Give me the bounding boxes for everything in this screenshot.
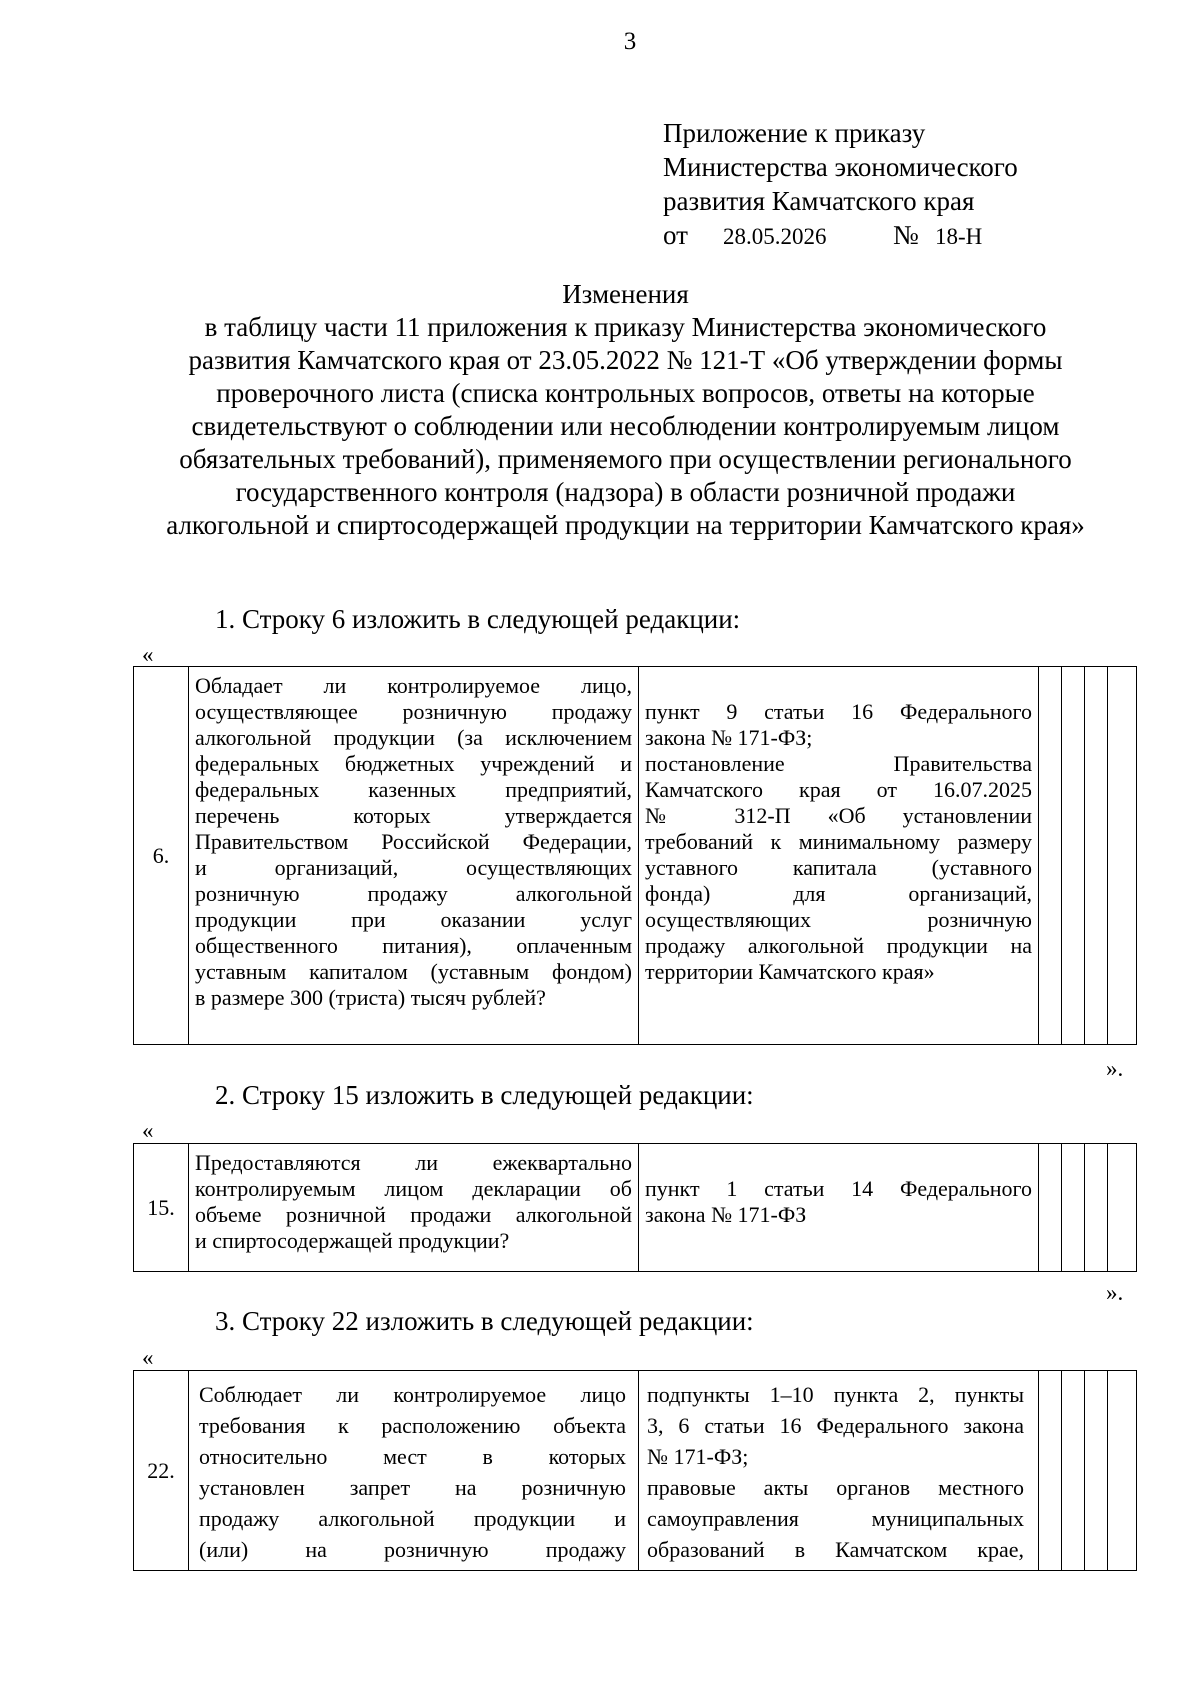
question-cell <box>189 1371 639 1571</box>
question-line: и спиртосодержащей продукции? <box>195 1228 510 1253</box>
check-cell <box>1108 667 1137 1045</box>
close-quote: ». <box>1106 1056 1124 1081</box>
law-line: закона № 171-ФЗ; <box>645 725 813 750</box>
law-line: требований к минимальному размеру <box>645 829 1032 854</box>
question-line: Предоставляются ли ежеквартально <box>195 1150 632 1175</box>
page-number: 3 <box>623 28 637 55</box>
question-line: объеме розничной продажи алкогольной <box>195 1202 632 1227</box>
question-line: Обладает ли контролируемое лицо, <box>195 673 632 698</box>
law-line: пункт 1 статьи 14 Федерального <box>645 1176 1032 1201</box>
question-line: контролируемым лицом декларации об <box>195 1176 632 1201</box>
title-line: развития Камчатского края от 23.05.2022 № 121-Т «Об утверждении формы <box>188 345 1063 375</box>
title-heading: Изменения <box>562 279 689 309</box>
row-22-table <box>133 1370 1137 1571</box>
check-cell <box>1039 1144 1062 1272</box>
row-number: 22. <box>134 1371 189 1571</box>
law-line: № 171-ФЗ; <box>647 1444 749 1469</box>
title-line: проверочного листа (списка контрольных вопросов, ответы на которые <box>216 378 1035 408</box>
check-cell <box>1062 1371 1085 1571</box>
law-line: образований в Камчатском крае, <box>647 1537 1024 1562</box>
row-number: 6. <box>134 667 189 1045</box>
row-6-table <box>133 666 1137 1045</box>
law-cell <box>639 1144 1039 1272</box>
check-cell <box>1085 1144 1108 1272</box>
check-cell <box>1108 1371 1137 1571</box>
question-line: осуществляющее розничную продажу <box>195 699 632 724</box>
law-line: продажу алкогольной продукции на <box>645 933 1032 958</box>
question-line: продажу алкогольной продукции и <box>199 1506 626 1531</box>
law-line: правовые акты органов местного <box>647 1475 1024 1500</box>
appendix-block <box>663 116 1018 254</box>
question-cell <box>189 1144 639 1272</box>
law-cell <box>639 667 1039 1045</box>
order-date: 28.05.2026 <box>723 224 827 249</box>
appendix-line-2: Министерства экономического <box>663 152 1018 182</box>
appendix-line-1: Приложение к приказу <box>663 118 926 148</box>
law-line: закона № 171-ФЗ <box>645 1202 807 1227</box>
question-line: относительно мест в которых <box>199 1444 626 1469</box>
title-line: обязательных требований), применяемого при осуществлении регионального <box>179 444 1072 474</box>
row-15-table <box>133 1143 1137 1272</box>
question-line: общественного питания), оплаченным <box>195 933 632 958</box>
question-line: перечень которых утверждается <box>195 803 632 828</box>
law-line: самоуправления муниципальных <box>647 1506 1024 1531</box>
question-line: и организаций, осуществляющих <box>195 855 632 880</box>
law-line: постановление Правительства <box>645 751 1032 776</box>
check-cell <box>1085 667 1108 1045</box>
from-label: от <box>663 220 688 250</box>
instruction-1: 1. Строку 6 изложить в следующей редакции: <box>215 604 741 634</box>
title-line: свидетельствуют о соблюдении или несоблюдении контролируемым лицом <box>191 411 1060 441</box>
number-label: № <box>893 220 919 250</box>
instruction-2: 2. Строку 15 изложить в следующей редакции: <box>215 1080 754 1110</box>
check-cell <box>1108 1144 1137 1272</box>
law-line: Камчатского края от 16.07.2025 <box>645 777 1032 802</box>
law-line: подпункты 1–10 пункта 2, пункты <box>647 1382 1024 1407</box>
order-number: 18-Н <box>935 224 983 249</box>
check-cell <box>1062 667 1085 1045</box>
law-line: осуществляющих розничную <box>645 907 1032 932</box>
title-line: алкогольной и спиртосодержащей продукции на территории Камчатского края» <box>166 510 1085 540</box>
law-line: пункт 9 статьи 16 Федерального <box>645 699 1032 724</box>
question-line: уставным капиталом (уставным фондом) <box>195 959 632 984</box>
row-number: 15. <box>134 1144 189 1272</box>
question-line: (или) на розничную продажу <box>199 1537 626 1562</box>
question-line: установлен запрет на розничную <box>199 1475 626 1500</box>
question-line: федеральных казенных предприятий, <box>195 777 632 802</box>
check-cell <box>1085 1371 1108 1571</box>
close-quote: ». <box>1106 1280 1124 1305</box>
law-line: № 312-П «Об установлении <box>645 803 1032 828</box>
open-quote: « <box>142 642 154 667</box>
question-line: алкогольной продукции (за исключением <box>195 725 632 750</box>
instruction-3: 3. Строку 22 изложить в следующей редакции: <box>215 1306 754 1336</box>
law-line: территории Камчатского края» <box>645 959 935 984</box>
question-line: федеральных бюджетных учреждений и <box>195 751 632 776</box>
question-cell <box>189 667 639 1045</box>
question-line: требования к расположению объекта <box>199 1413 626 1438</box>
law-line: 3, 6 статьи 16 Федерального закона <box>647 1413 1024 1438</box>
check-cell <box>1039 1371 1062 1571</box>
open-quote: « <box>142 1345 154 1370</box>
question-line: в размере 300 (триста) тысяч рублей? <box>195 985 546 1010</box>
title-line: государственного контроля (надзора) в области розничной продажи <box>235 477 1016 507</box>
appendix-date-line <box>663 218 1018 254</box>
law-line: уставного капитала (уставного <box>645 855 1032 880</box>
open-quote: « <box>142 1118 154 1143</box>
question-line: розничную продажу алкогольной <box>195 881 632 906</box>
title-line: в таблицу части 11 приложения к приказу Министерства экономического <box>204 312 1047 342</box>
check-cell <box>1039 667 1062 1045</box>
question-line: Соблюдает ли контролируемое лицо <box>199 1382 626 1407</box>
question-line: продукции при оказании услуг <box>195 907 632 932</box>
question-line: Правительством Российской Федерации, <box>195 829 632 854</box>
appendix-line-3: развития Камчатского края <box>663 186 975 216</box>
law-cell <box>639 1371 1039 1571</box>
check-cell <box>1062 1144 1085 1272</box>
law-line: фонда) для организаций, <box>645 881 1032 906</box>
document-title <box>138 278 1113 542</box>
